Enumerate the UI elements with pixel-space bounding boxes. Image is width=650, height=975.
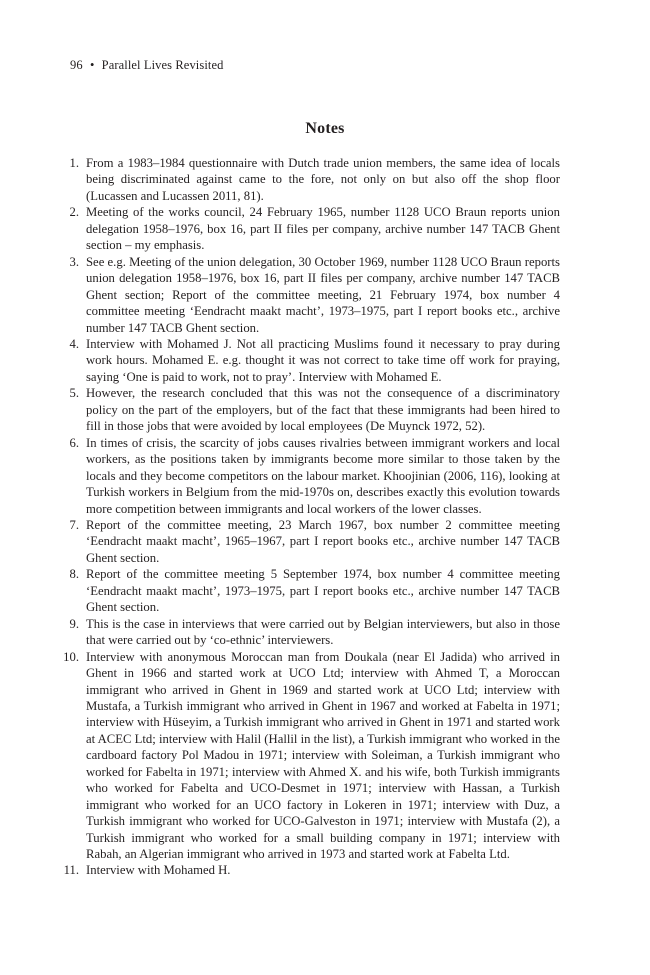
note-item <box>60 254 560 336</box>
header-separator: • <box>89 58 95 72</box>
note-item <box>60 155 560 204</box>
note-item <box>60 649 560 863</box>
note-text: See e.g. Meeting of the union delegation, 30 October 1969, number 1128 UCO Braun reports union delegation 1958–1976, box 16, part II files per company, archive number 147 TACB Ghent section; Report of the committee meeting, 21 February 1974, box number 4 committee meeting ‘Eendracht maakt macht’, 1973–1975, part I report books etc., archive number 147 TACB Ghent section. <box>86 254 560 335</box>
note-item <box>60 616 560 649</box>
note-text: Interview with Mohamed J. Not all practicing Muslims found it necessary to pray during work hours. Mohamed E. e.g. thought it was not correct to take time off work for praying, saying ‘One is paid to work, not to pray’. Interview with Mohamed E. <box>86 336 560 384</box>
note-text: From a 1983–1984 questionnaire with Dutch trade union members, the same idea of locals being discriminated against came to the fore, not only on but also off the shop floor (Lucassen and Lucassen 2011, 81). <box>86 156 560 203</box>
note-number: 9. <box>69 616 79 631</box>
note-item <box>60 336 560 385</box>
note-number: 10. <box>63 649 79 664</box>
note-item <box>60 566 560 615</box>
note-item <box>60 204 560 253</box>
note-item <box>60 385 560 434</box>
page-number: 96 <box>70 58 83 72</box>
note-number: 3. <box>69 254 79 269</box>
note-number: 2. <box>69 205 79 220</box>
note-number: 11. <box>63 863 79 878</box>
page-title: Notes <box>305 120 345 137</box>
note-number: 8. <box>69 567 79 582</box>
note-text: Report of the committee meeting, 23 March 1967, box number 2 committee meeting ‘Eendracht maakt macht’, 1965–1967, part I report books etc., archive number 147 TACB Ghent section. <box>86 517 560 565</box>
note-number: 6. <box>69 435 79 450</box>
note-number: 4. <box>69 336 79 351</box>
note-text: Meeting of the works council, 24 February 1965, number 1128 UCO Braun reports union delegation 1958–1976, box 16, part II files per company, archive number 147 TACB Ghent section – my emphasis. <box>86 205 560 253</box>
note-item <box>60 435 560 517</box>
notes-list <box>60 155 560 879</box>
running-head <box>70 58 223 73</box>
note-text: This is the case in interviews that were carried out by Belgian interviewers, but also in those that were carried out by ‘co-ethnic’ interviewers. <box>86 616 560 648</box>
note-number: 7. <box>69 517 79 532</box>
book-title: Parallel Lives Revisited <box>101 58 224 72</box>
note-text: Interview with Mohamed H. <box>86 863 231 878</box>
note-item <box>60 862 560 878</box>
note-text: However, the research concluded that this was not the consequence of a discriminatory policy on the part of the employers, but of the fact that these immigrants had been hired to fill in those jobs that were avoided by local employees (De Muynck 1972, 52). <box>86 386 560 434</box>
note-text: Interview with anonymous Moroccan man from Doukala (near El Jadida) who arrived in Ghent in 1966 and started work at UCO Ltd; interview with Ahmed T, a Moroccan immigrant who arrived in Ghent in 1969 and started work at UCO Ltd; interview with Mustafa, a Turkish immigrant who arrived in Ghent in 1967 and worked at Fabelta in 1971; interview with Hüseyim, a Turkish immigrant who arrived in Ghent in 1971 and started work at ACEC Ltd; interview with Halil (Hallil in the list), a Turkish immigrant who worked in the cardboard factory Pol Madou in 1971; interview with Soleiman, a Turkish immigrant who worked for Fabelta in 1971; interview with Ahmed X. and his wife, both Turkish immigrants who worked for Fabelta and UCO-Desmet in 1971; interview with Hassan, a Turkish immigrant who worked for an UCO factory in Lokeren in 1971; interview with Duz, a Turkish immigrant who worked for UCO-Galveston in 1971; interview with Mustafa (2), a Turkish immigrant who worked for a small building company in 1971; interview with Rabah, an Algerian immigrant who arrived in 1973 and started work at Fabelta Ltd. <box>86 649 560 862</box>
note-text: Report of the committee meeting 5 September 1974, box number 4 committee meeting ‘Eendracht maakt macht’, 1973–1975, part I report books etc., archive number 147 TACB Ghent section. <box>86 567 560 615</box>
note-item <box>60 517 560 566</box>
note-text: In times of crisis, the scarcity of jobs causes rivalries between immigrant workers and local workers, as the positions taken by immigrants become more similar to those taken by the locals and they become competitors on the labour market. Khoojinian (2006, 116), looking at Turkish workers in Belgium from the mid-1970s on, describes exactly this evolution towards more competition between immigrants and local workers of the lower classes. <box>86 435 560 516</box>
note-number: 1. <box>69 156 79 170</box>
note-number: 5. <box>69 386 79 401</box>
